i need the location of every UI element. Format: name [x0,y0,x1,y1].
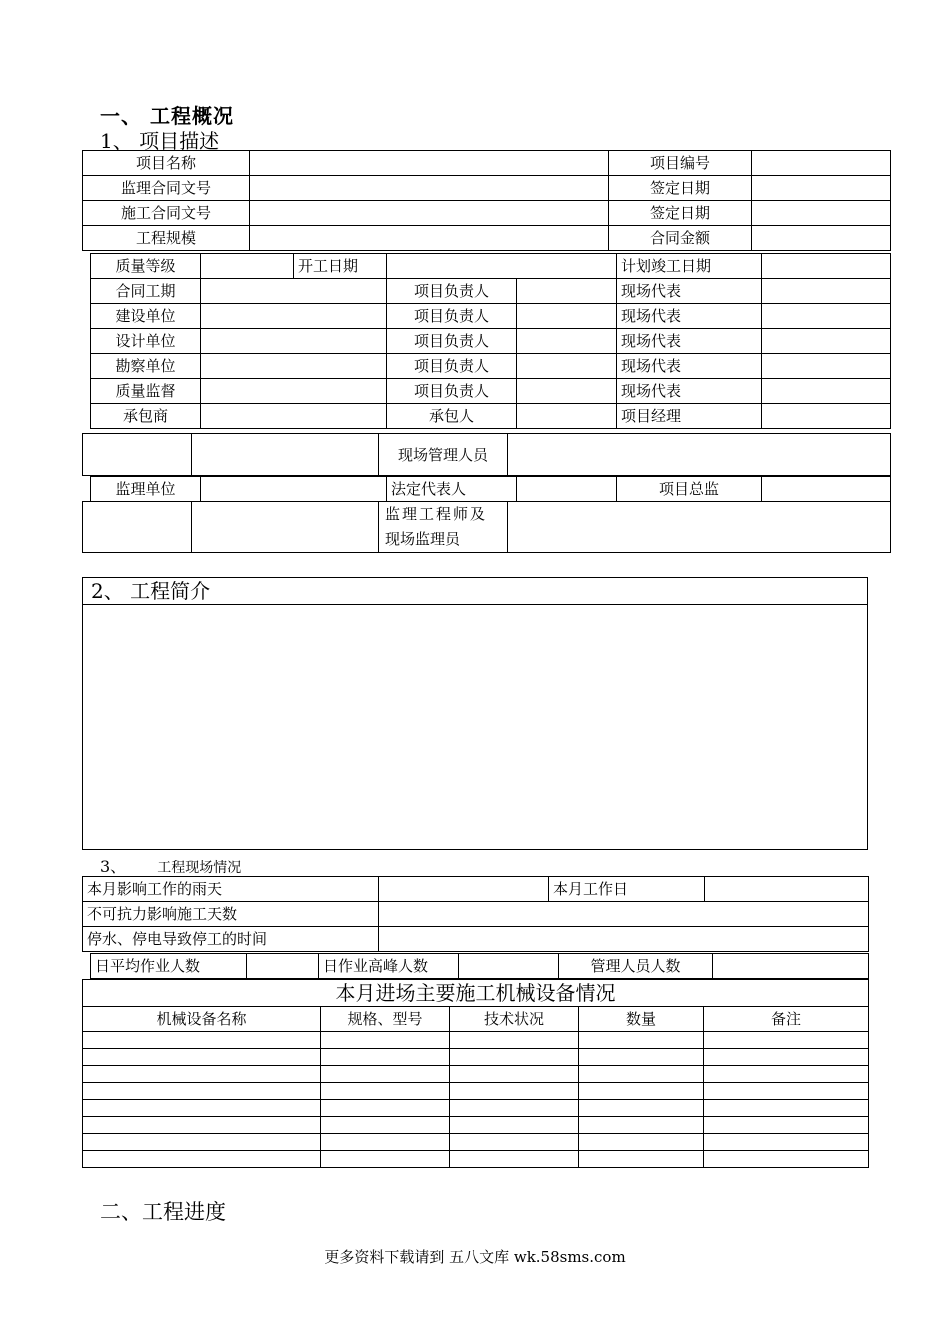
site-staff-table [82,433,891,476]
cell[interactable] [704,1100,869,1117]
cell[interactable] [450,1134,579,1151]
field-project-name[interactable] [250,151,609,176]
label-chief-supervisor: 项目总监 [617,477,762,502]
table-row [83,434,891,476]
field-design-rep[interactable] [762,329,891,354]
field-quality[interactable] [201,254,294,279]
cell[interactable] [321,1032,450,1049]
cell[interactable] [321,1117,450,1134]
table-row [83,927,869,952]
label-qs-rep: 现场代表 [617,379,762,404]
cell[interactable] [704,1049,869,1066]
cell[interactable] [579,1151,704,1168]
field-project-number[interactable] [752,151,891,176]
label-site-staff: 现场管理人员 [379,434,508,476]
cell[interactable] [83,1049,321,1066]
label-contract-period: 合同工期 [91,279,201,304]
field-contractor-person[interactable] [517,404,617,429]
cell[interactable] [450,1083,579,1100]
field-staff-blank-1[interactable] [83,434,192,476]
field-sign-date[interactable] [752,176,891,201]
table-row [91,354,891,379]
cell[interactable] [321,1134,450,1151]
label-force-majeure: 不可抗力影响施工天数 [83,902,379,927]
section3-number: 3、 [100,857,127,876]
supervisor-table [90,476,891,502]
progress-heading: 二、工程进度 [100,1200,226,1224]
equipment-table [82,979,869,1168]
cell[interactable] [704,1134,869,1151]
label-supervision-unit: 监理单位 [91,477,201,502]
label-survey-rep: 现场代表 [617,354,762,379]
table-row [91,404,891,429]
field-contract-period[interactable] [201,279,387,304]
label-project-scale: 工程规模 [83,226,250,251]
cell[interactable] [83,1134,321,1151]
field-qs-pm[interactable] [517,379,617,404]
field-project-manager[interactable] [762,404,891,429]
col-spec-model: 规格、型号 [321,1007,450,1032]
label-owner-unit: 建设单位 [91,304,201,329]
col-remarks: 备注 [704,1007,869,1032]
table-row [83,980,869,1007]
cell[interactable] [579,1134,704,1151]
table-row [91,254,891,279]
field-supervision-contract-no[interactable] [250,176,609,201]
field-contractor[interactable] [201,404,387,429]
cell[interactable] [450,1066,579,1083]
cell[interactable] [83,1117,321,1134]
field-qs-rep[interactable] [762,379,891,404]
label-sign-date-2: 签定日期 [609,201,752,226]
label-engineers [379,502,508,553]
cell[interactable] [321,1083,450,1100]
label-contract-rep: 现场代表 [617,279,762,304]
field-contract-amount[interactable] [752,226,891,251]
label-avg-workers: 日平均作业人数 [91,954,247,979]
table-row [83,1083,869,1100]
cell[interactable] [579,1032,704,1049]
cell[interactable] [579,1049,704,1066]
field-supervision-unit[interactable] [201,477,387,502]
field-force-majeure[interactable] [379,902,869,927]
table-row [91,477,891,502]
section3-heading [100,854,241,877]
cell[interactable] [704,1032,869,1049]
field-design-unit[interactable] [201,329,387,354]
cell[interactable] [83,1032,321,1049]
cell[interactable] [450,1117,579,1134]
label-start: 开工日期 [294,254,387,279]
label-quality: 质量等级 [91,254,201,279]
cell[interactable] [321,1049,450,1066]
col-equipment-name: 机械设备名称 [83,1007,321,1032]
field-rain-days[interactable] [379,877,549,902]
label-sign-date: 签定日期 [609,176,752,201]
label-engineers-line2: 现场监理员 [385,530,461,548]
label-project-name: 项目名称 [83,151,250,176]
table-row [83,151,891,176]
project-intro-box [82,577,868,850]
field-contract-pm[interactable] [517,279,617,304]
field-staff-blank-2[interactable] [192,434,379,476]
table-row [83,502,891,553]
table-row [91,304,891,329]
label-quality-supervision: 质量监督 [91,379,201,404]
field-start[interactable] [387,254,617,279]
label-design-unit: 设计单位 [91,329,201,354]
section1-title: 1、 项目描述 [100,129,220,153]
section3-title: 工程现场情况 [157,860,242,876]
cell[interactable] [450,1100,579,1117]
table-row [83,1100,869,1117]
table-row [83,226,891,251]
table-row [83,1007,869,1032]
workers-table [90,953,869,979]
equipment-title: 本月进场主要施工机械设备情况 [83,980,869,1007]
cell[interactable] [450,1151,579,1168]
label-construction-contract-no: 施工合同文号 [83,201,250,226]
field-owner-unit[interactable] [201,304,387,329]
table-row [91,954,869,979]
table-row [83,1134,869,1151]
cell[interactable] [704,1151,869,1168]
field-survey-pm[interactable] [517,354,617,379]
cell[interactable] [450,1049,579,1066]
label-peak-workers: 日作业高峰人数 [319,954,459,979]
label-contract-pm: 项目负责人 [387,279,517,304]
table-row [83,1117,869,1134]
label-owner-rep: 现场代表 [617,304,762,329]
project-intro-content[interactable] [83,605,867,850]
cell[interactable] [704,1117,869,1134]
table-row [83,1151,869,1168]
label-survey-pm: 项目负责人 [387,354,517,379]
field-chief-supervisor[interactable] [762,477,891,502]
field-eng-blank-2[interactable] [192,502,379,553]
label-qs-pm: 项目负责人 [387,379,517,404]
footer-text: 更多资料下载请到 五八文库 wk.58sms.com [324,1248,626,1266]
main-heading: 一、 工程概况 [100,104,234,128]
field-contract-rep[interactable] [762,279,891,304]
table-row [83,902,869,927]
col-tech-status: 技术状况 [450,1007,579,1032]
table-row [91,379,891,404]
cell[interactable] [579,1066,704,1083]
field-legal-rep[interactable] [517,477,617,502]
label-owner-pm: 项目负责人 [387,304,517,329]
table-row [83,1032,869,1049]
cell[interactable] [704,1083,869,1100]
table-row [91,329,891,354]
field-owner-rep[interactable] [762,304,891,329]
engineers-table [82,501,891,553]
label-contractor-person: 承包人 [387,404,517,429]
field-project-scale[interactable] [250,226,609,251]
label-mgmt-staff: 管理人员人数 [559,954,713,979]
field-finish[interactable] [762,254,891,279]
cell[interactable] [83,1100,321,1117]
table-row [83,201,891,226]
label-design-rep: 现场代表 [617,329,762,354]
project-people-table [90,253,891,429]
field-avg-workers[interactable] [247,954,319,979]
table-row [91,279,891,304]
section2-title: 2、 工程简介 [83,578,867,605]
site-conditions-table [82,876,869,952]
label-workdays: 本月工作日 [549,877,705,902]
cell[interactable] [83,1151,321,1168]
label-rain-days: 本月影响工作的雨天 [83,877,379,902]
cell[interactable] [450,1032,579,1049]
label-contractor: 承包商 [91,404,201,429]
table-row [83,1066,869,1083]
field-quality-supervision[interactable] [201,379,387,404]
field-design-pm[interactable] [517,329,617,354]
cell[interactable] [579,1117,704,1134]
cell[interactable] [321,1066,450,1083]
cell[interactable] [579,1100,704,1117]
field-survey-unit[interactable] [201,354,387,379]
cell[interactable] [579,1083,704,1100]
field-workdays[interactable] [705,877,869,902]
field-site-staff[interactable] [508,434,891,476]
field-peak-workers[interactable] [459,954,559,979]
cell[interactable] [321,1100,450,1117]
field-engineers[interactable] [508,502,891,553]
field-survey-rep[interactable] [762,354,891,379]
col-quantity: 数量 [579,1007,704,1032]
table-row [83,877,869,902]
field-sign-date-2[interactable] [752,201,891,226]
label-engineers-line1: 监理工程师及 [385,505,488,523]
cell[interactable] [83,1083,321,1100]
label-finish: 计划竣工日期 [617,254,762,279]
label-supervision-contract-no: 监理合同文号 [83,176,250,201]
label-project-manager: 项目经理 [617,404,762,429]
label-project-number: 项目编号 [609,151,752,176]
project-info-table-a [82,150,891,251]
label-outage: 停水、停电导致停工的时间 [83,927,379,952]
label-survey-unit: 勘察单位 [91,354,201,379]
field-eng-blank-1[interactable] [83,502,192,553]
field-owner-pm[interactable] [517,304,617,329]
field-outage[interactable] [379,927,869,952]
label-contract-amount: 合同金额 [609,226,752,251]
cell[interactable] [321,1151,450,1168]
table-row [83,1049,869,1066]
field-mgmt-staff[interactable] [713,954,869,979]
label-legal-rep: 法定代表人 [387,477,517,502]
table-row [83,176,891,201]
cell[interactable] [83,1066,321,1083]
cell[interactable] [704,1066,869,1083]
field-construction-contract-no[interactable] [250,201,609,226]
label-design-pm: 项目负责人 [387,329,517,354]
